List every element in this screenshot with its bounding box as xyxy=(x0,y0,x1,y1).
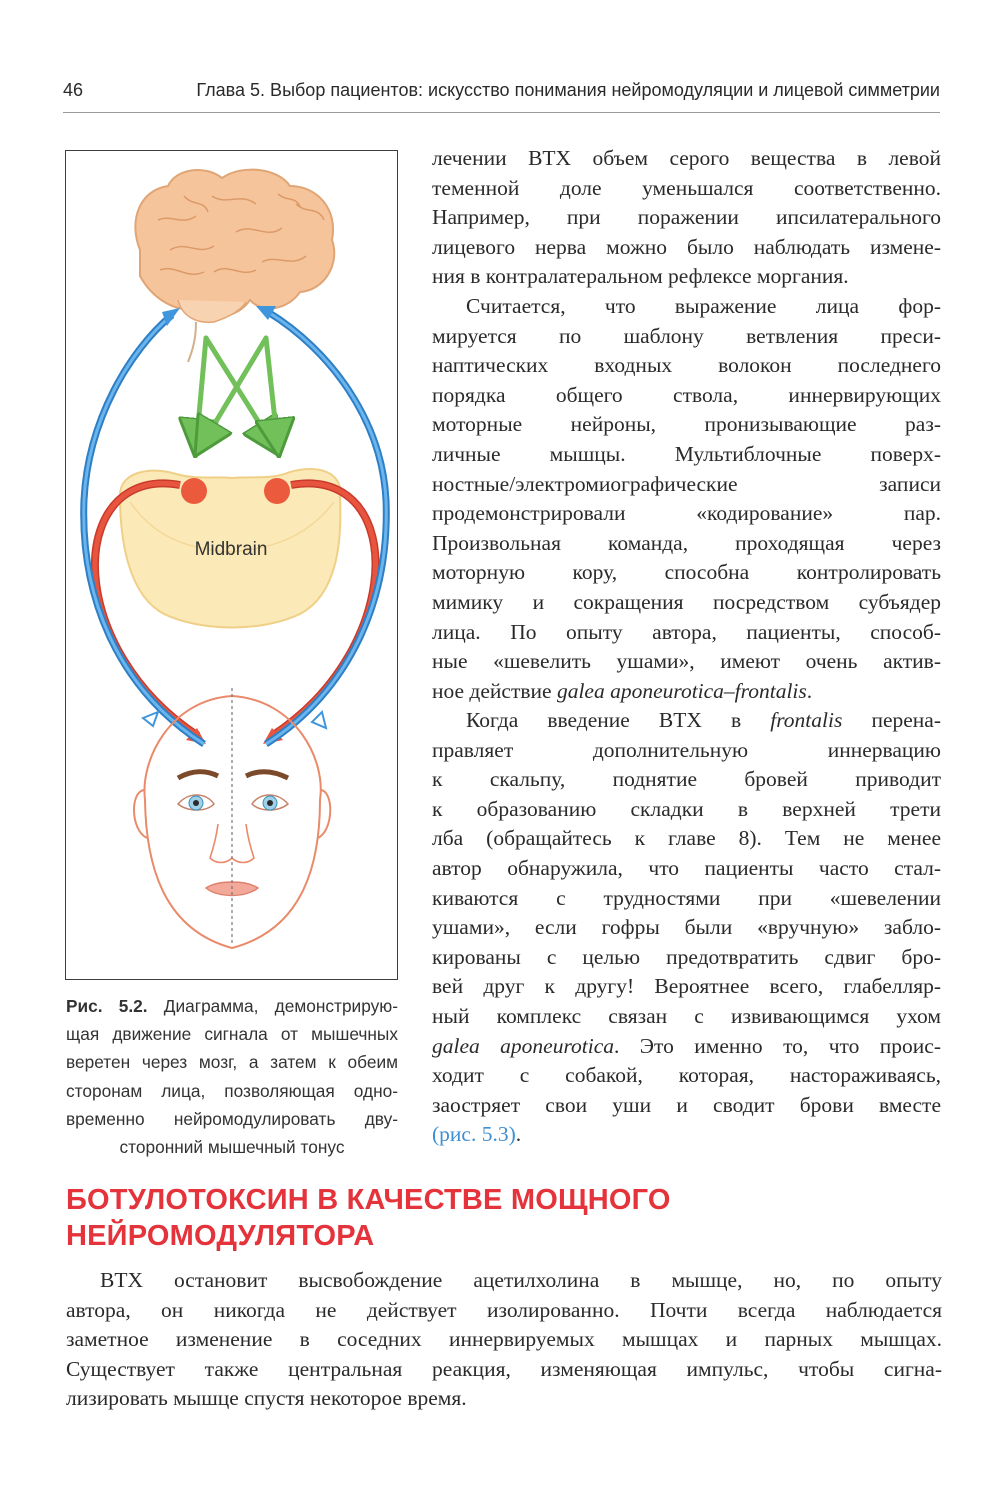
text-line: ные «шевелить ушами», имеют очень актив- xyxy=(432,649,941,674)
text-line: galea aponeurotica. Это именно то, что проис- xyxy=(432,1033,941,1058)
text-line: Например, при поражении ипсилатерального xyxy=(432,205,941,230)
caption-label: Рис. 5.2. xyxy=(66,996,148,1016)
text-line: ушами», если гофры были «вручную» забло- xyxy=(432,915,941,940)
running-head: Глава 5. Выбор пациентов: искусство понимания нейромодуляции и лицевой симметрии xyxy=(196,80,940,100)
text-line: ния в контралатеральном рефлексе моргания. xyxy=(432,264,849,289)
text-line: ное действие galea aponeurotica–frontalis. xyxy=(432,678,813,703)
text-line: правляет дополнительную иннервацию xyxy=(432,737,941,762)
text-line: наптических входных волокон последнего xyxy=(432,353,941,378)
header-rule xyxy=(63,112,940,113)
right-facial-nucleus xyxy=(264,478,290,504)
paragraph-facial-expression xyxy=(432,292,941,706)
text-line: Произвольная команда, проходящая через xyxy=(432,530,941,555)
text-line: Существует также центральная реакция, изменяющая импульс, чтобы сигна- xyxy=(66,1356,942,1381)
text-line: вей друг к другу! Вероятнее всего, глабелляр- xyxy=(432,974,941,999)
text-line: лицевого нерва можно было наблюдать измене- xyxy=(432,234,941,259)
caption-line: сторонний мышечный тонус xyxy=(119,1137,345,1158)
text-line: лечении BTX объем серого вещества в левой xyxy=(432,146,941,170)
brain-illustration xyxy=(135,170,334,362)
figure-reference-link[interactable]: (рис. 5.3) xyxy=(432,1122,516,1147)
text-line: кированы с целью предотвратить сдвиг бро- xyxy=(432,944,941,969)
caption-line: временно нейромодулировать дву- xyxy=(66,1108,398,1129)
text-line: лица. По опыту автора, пациенты, способ- xyxy=(432,619,941,644)
text-line: ный комплекс связан с извивающимся ухом xyxy=(432,1003,941,1028)
text-line: ходит с собакой, которая, настораживаясь, xyxy=(432,1063,941,1088)
text-line: порядка общего ствола, иннервирующих xyxy=(432,382,941,407)
text-line: мируется по шаблону ветвления преси- xyxy=(432,323,941,348)
text-line: заостряет свои уши и сводит брови вместе xyxy=(432,1092,941,1117)
text-line: ностные/электромиографические записи xyxy=(432,471,941,496)
caption-line: Диаграмма, демонстрирую- xyxy=(147,996,398,1016)
text-line: Когда введение BTX в frontalis перена- xyxy=(466,708,941,732)
section-heading-line: НЕЙРОМОДУЛЯТОРА xyxy=(66,1220,375,1252)
text-line: (рис. 5.3). xyxy=(432,1122,522,1147)
text-line: Считается, что выражение лица фор- xyxy=(466,294,941,318)
left-facial-nucleus xyxy=(181,478,207,504)
text-line: киваются с трудностями при «шевелении xyxy=(432,885,941,910)
text-line: автора, он никогда не действует изолированно. Почти всегда наблюдается xyxy=(66,1297,942,1322)
text-line: личные мышцы. Мультиблочные поверх- xyxy=(432,441,941,466)
left-pupil-icon xyxy=(193,800,199,806)
text-line: лизировать мышце спустя некоторое время. xyxy=(66,1386,467,1411)
italic-term: galea aponeurotica–frontalis xyxy=(556,678,807,703)
text-line: мимику и сокращения посредством субъядер xyxy=(432,589,941,614)
midbrain-label: Midbrain xyxy=(194,539,268,560)
cortex-projection-arrows xyxy=(196,338,278,448)
text-line: к образованию складки в верхней трети xyxy=(432,796,941,821)
text-line: к скальпу, поднятие бровей приводит xyxy=(432,767,941,792)
neuromodulation-diagram xyxy=(66,151,397,979)
paragraph-btx-frontalis xyxy=(432,706,941,1150)
section-heading-line: БОТУЛОТОКСИН В КАЧЕСТВЕ МОЩНОГО xyxy=(66,1184,671,1216)
paragraph-continued xyxy=(432,144,941,292)
face-illustration xyxy=(134,688,330,948)
text-line: BTX остановит высвобождение ацетилхолина в мышце, но, по опыту xyxy=(100,1268,942,1292)
caption-line: веретен через мозг, а затем к обеим xyxy=(66,1052,398,1073)
caption-line: щая движение сигнала от мышечных xyxy=(66,1024,398,1045)
text-line: моторную кору, способна контролировать xyxy=(432,560,941,585)
right-pupil-icon xyxy=(267,800,273,806)
section-paragraph xyxy=(66,1266,942,1414)
text-line: моторные нейроны, пронизывающие раз- xyxy=(432,412,941,437)
figure-caption xyxy=(66,992,398,1161)
text-line: лба (обращайтесь к главе 8). Тем не менее xyxy=(432,826,941,851)
text-line: продемонстрировали «кодирование» пар. xyxy=(432,501,941,526)
section-heading xyxy=(66,1182,671,1254)
text-line: заметное изменение в соседних иннервируемых мышцах и парных мышцах. xyxy=(66,1327,942,1352)
caption-line: сторонам лица, позволяющая одно- xyxy=(66,1080,398,1101)
italic-term: galea aponeurotica xyxy=(432,1033,615,1058)
text-line: автор обнаружила, что пациенты часто стал- xyxy=(432,855,941,880)
page-number: 46 xyxy=(63,80,84,100)
italic-term: frontalis xyxy=(770,708,843,732)
text-line: теменной доле уменьшался соответственно. xyxy=(432,175,941,200)
